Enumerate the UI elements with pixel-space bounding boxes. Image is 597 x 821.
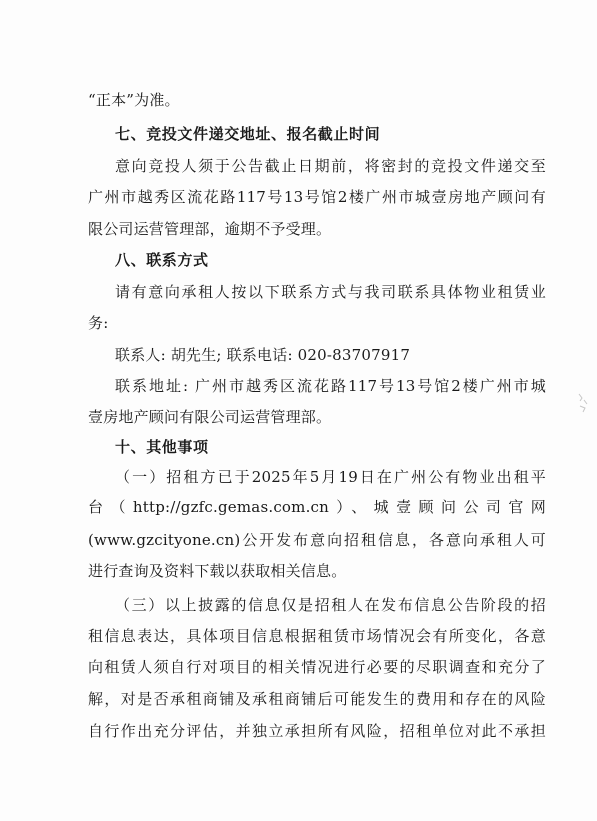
text-line: （三）以上披露的信息仅是招租人在发布信息公告阶段的招 — [115, 596, 546, 614]
text-line: 向租赁人须自行对项目的相关情况进行必要的尽职调查和充分了 — [88, 658, 546, 676]
text-line: “正本”为准。 — [88, 91, 180, 109]
text-line: 务: — [88, 314, 109, 332]
text-line: （一）招租方已于2025年5月19日在广州公有物业出租平 — [115, 468, 546, 486]
section-heading-10: 十、其他事项 — [115, 438, 209, 456]
contact-line: 联系人: 胡先生; 联系电话: 020-83707917 — [115, 346, 411, 364]
text-line: 请有意向承租人按以下联系方式与我司联系具体物业租赁业 — [115, 283, 546, 301]
text-line: 解，对是否承租商铺及承租商铺后可能发生的费用和存在的风险 — [88, 690, 546, 708]
text-line: (www.gzcityone.cn)公开发布意向招租信息，各意向承租人可 — [88, 531, 546, 549]
scan-artifact-mark — [576, 392, 590, 414]
text-line: 进行查询及资料下载以获取相关信息。 — [88, 562, 347, 580]
text-line: 意向竞投人须于公告截止日期前，将密封的竞投文件递交至 — [115, 157, 546, 175]
text-line: 台（http://gzfc.gemas.com.cn）、城壹顾问公司官网 — [88, 498, 546, 516]
text-line: 壹房地产顾问有限公司运营管理部。 — [88, 408, 332, 426]
text-line: 自行作出充分评估，并独立承担所有风险，招租单位对此不承担 — [88, 722, 546, 740]
section-heading-8: 八、联系方式 — [115, 251, 209, 269]
text-line: 广州市越秀区流花路117号13号馆2楼广州市城壹房地产顾问有 — [88, 188, 546, 206]
address-line: 联系地址: 广州市越秀区流花路117号13号馆2楼广州市城 — [115, 377, 546, 395]
text-line: 租信息表达，具体项目信息根据租赁市场情况会有所变化，各意 — [88, 627, 546, 645]
section-heading-7: 七、竞投文件递交地址、报名截止时间 — [115, 125, 381, 143]
text-line: 限公司运营管理部，逾期不予受理。 — [88, 220, 332, 238]
